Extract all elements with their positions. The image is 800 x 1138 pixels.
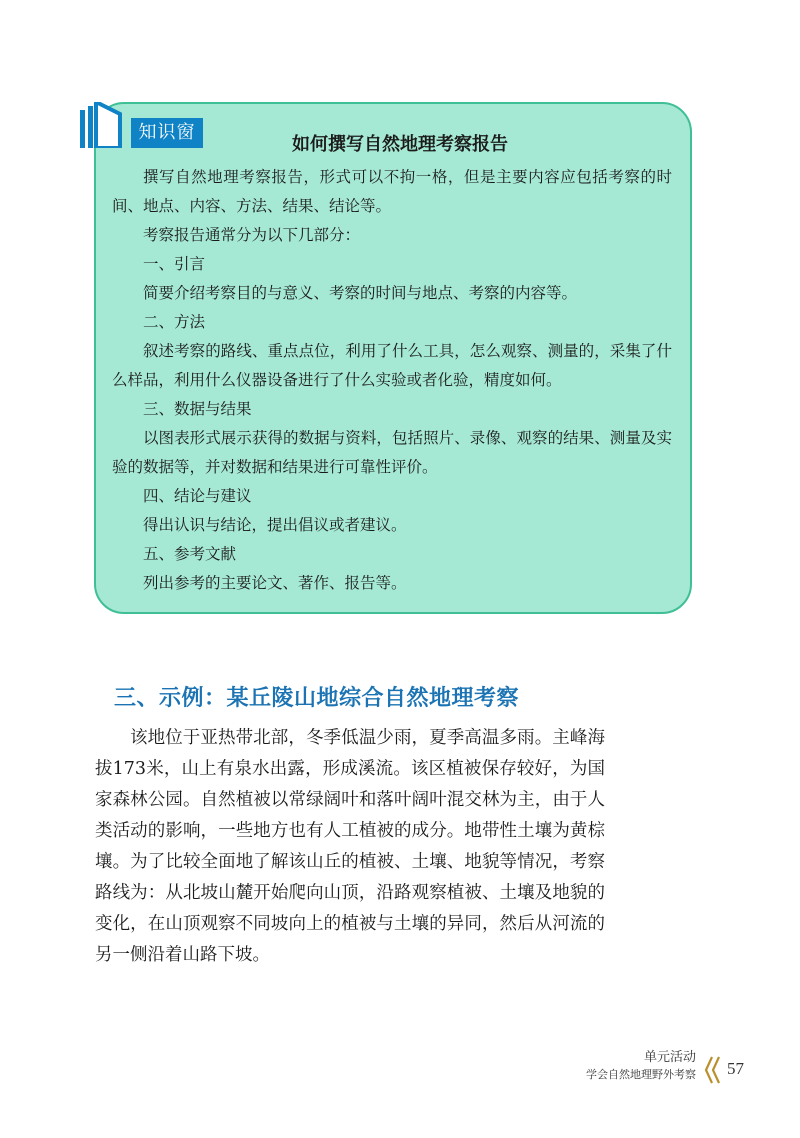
section-paragraph: 该地位于亚热带北部，冬季低温少雨，夏季高温多雨。主峰海拔173米，山上有泉水出露，形成溪流。该区植被保存较好，为国家森林公园。自然植被以常绿阔叶和落叶阔叶混交林为主，由于人类活动的影响，一些地方也有人工植被的成分。地带性土壤为黄棕壤。为了比较全面地了解该山丘的植被、土壤、地貌等情况，考察路线为：从北坡山麓开始爬向山顶，沿路观察植被、土壤及地貌的变化，在山顶观察不同坡向上的植被与土壤的异同，然后从河流的另一侧沿着山路下坡。: [95, 728, 605, 965]
part-heading-results: 三、数据与结果: [143, 400, 252, 418]
part-heading-intro: 一、引言: [143, 255, 206, 273]
page-number: 57: [727, 1059, 744, 1078]
part-text-conclusion: 得出认识与结论，提出倡议或者建议。: [143, 516, 407, 534]
double-chevron-left-icon: [704, 1055, 722, 1085]
book-bars-icon: [80, 102, 128, 148]
footer-unit: 单元活动: [643, 1050, 696, 1065]
part-heading-conclusion: 四、结论与建议: [143, 487, 252, 505]
knowledge-intro: 撰写自然地理考察报告，形式可以不拘一格，但是主要内容应包括考察的时间、地点、内容、方法、结果、结论等。: [112, 168, 672, 215]
knowledge-parts-lead: 考察报告通常分为以下几部分：: [143, 226, 361, 244]
knowledge-body: [112, 163, 672, 598]
part-text-results: 以图表形式展示获得的数据与资料，包括照片、录像、观察的结果、测量及实验的数据等，并对数据和结果进行可靠性评价。: [112, 429, 672, 476]
section-heading: 三、示例：某丘陵山地综合自然地理考察: [114, 686, 520, 711]
part-heading-method: 二、方法: [143, 313, 206, 331]
part-text-intro: 简要介绍考察目的与意义、考察的时间与地点、考察的内容等。: [143, 284, 578, 302]
part-text-references: 列出参考的主要论文、著作、报告等。: [143, 574, 407, 592]
knowledge-title: 如何撰写自然地理考察报告: [292, 134, 508, 155]
footer-subtitle: 学会自然地理野外考察: [586, 1068, 696, 1081]
part-text-method: 叙述考察的路线、重点点位，利用了什么工具，怎么观察、测量的，采集了什么样品，利用什么仪器设备进行了什么实验或者化验，精度如何。: [112, 342, 672, 389]
part-heading-references: 五、参考文献: [143, 545, 237, 563]
knowledge-tag: 知识窗: [131, 118, 203, 148]
footer-title: [586, 1049, 696, 1083]
